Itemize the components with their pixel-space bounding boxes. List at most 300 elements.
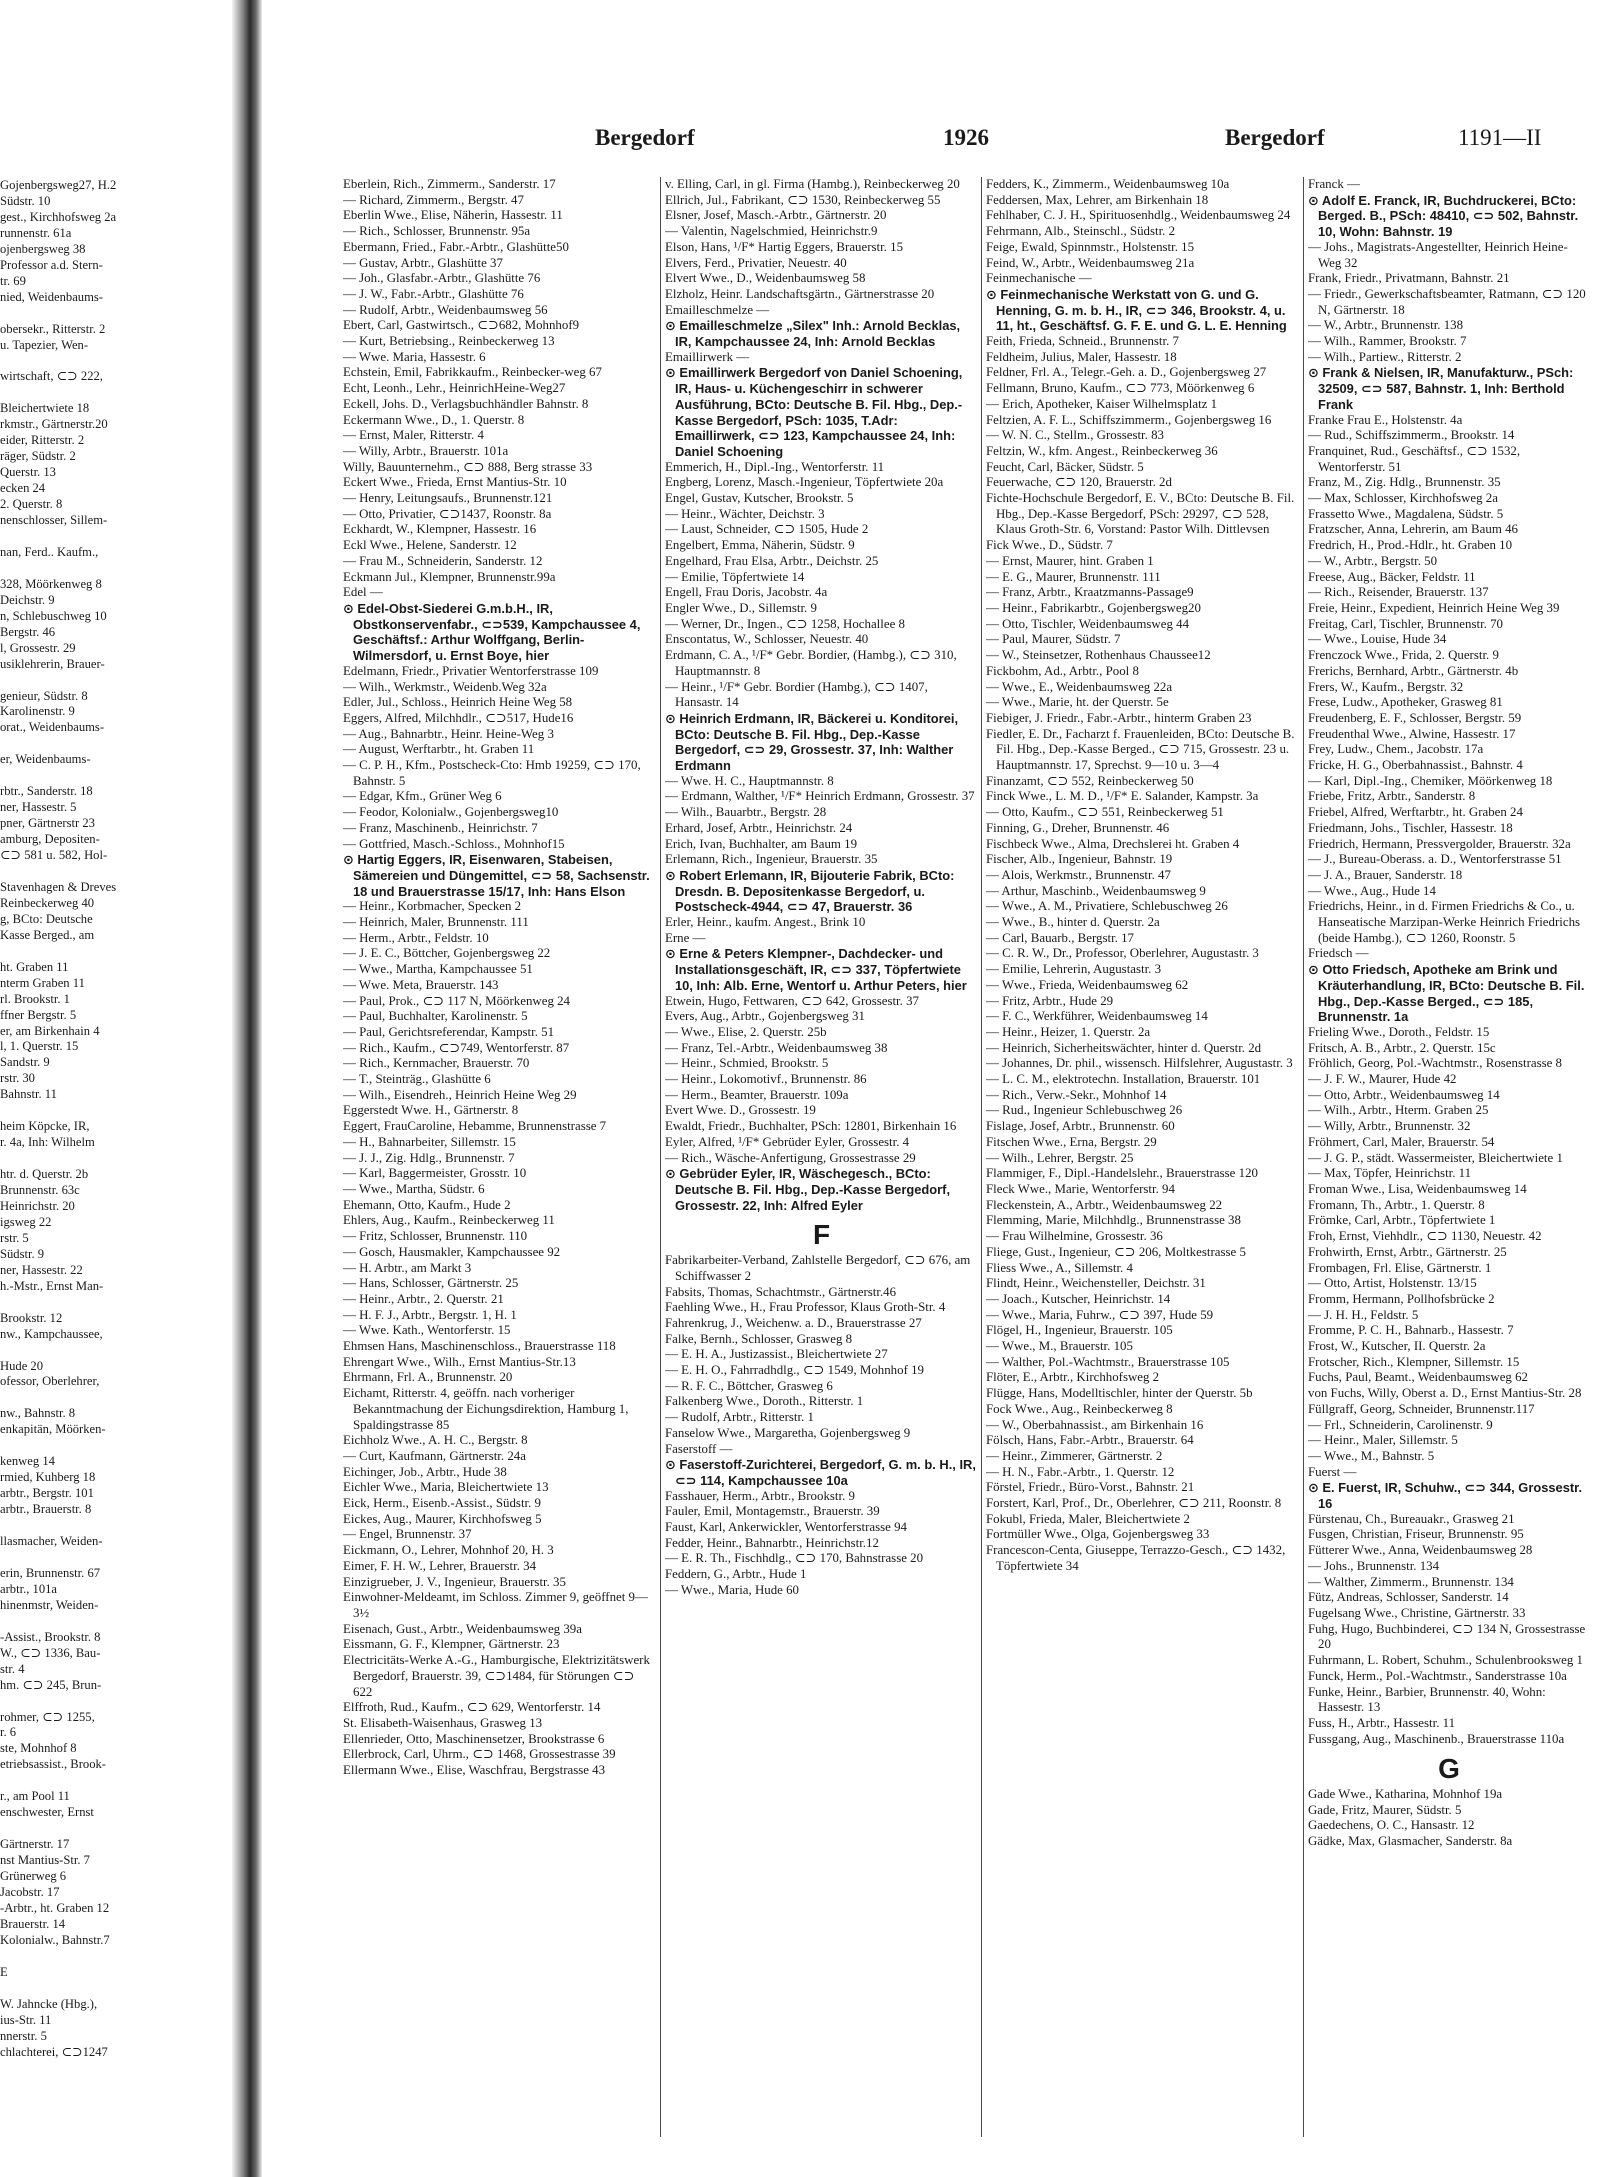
firm-entry: ⊙ Heinrich Erdmann, IR, Bäckerei u. Konditorei, BCto: Deutsche B. Fil. Hbg., Dep.-Kasse Bergedorf, ⊂⊃ 29, Grossestr. 37, Inh: Walther Erdmann	[665, 710, 959, 774]
directory-entry: Fuhg, Hugo, Buchbinderei, ⊂⊃ 134 N, Grossestrasse 20	[1308, 1621, 1586, 1652]
left-fragment-line: nw., Kampchaussee,	[0, 1326, 103, 1341]
directory-entry: — Wwe. Kath., Wentorferstr. 15	[343, 1323, 511, 1338]
firm-entry: ⊙ Robert Erlemann, IR, Bijouterie Fabrik, BCto: Dresdn. B. Depositenkasse Bergedorf, u. Postscheck-4944, ⊂⊃ 47, Brauerstr. 36	[665, 867, 955, 915]
directory-entry: Eberlin Wwe., Elise, Näherin, Hassestr. 11	[343, 208, 563, 223]
directory-entry: Falkenberg Wwe., Doroth., Ritterstr. 1	[665, 1394, 864, 1409]
left-fragment-line: igsweg 22	[0, 1214, 52, 1229]
left-fragment-line: l, 1. Querstr. 15	[0, 1039, 79, 1054]
directory-entry: Fütz, Andreas, Schlosser, Sanderstr. 14	[1308, 1590, 1509, 1605]
left-fragment-line: arbtr., 101a	[0, 1581, 58, 1596]
left-fragment-line	[0, 1438, 228, 1454]
directory-entry: Flindt, Heinr., Weichensteller, Deichstr. 31	[986, 1276, 1206, 1291]
directory-entry: Gaedechens, O. C., Hansastr. 12	[1308, 1818, 1475, 1833]
directory-entry: — Heinrich, Sicherheitswächter, hinter d. Querstr. 2d	[986, 1040, 1262, 1055]
directory-entry: Ehrengart Wwe., Wilh., Ernst Mantius-Str.13	[343, 1354, 576, 1369]
directory-entry: — J. A., Brauer, Sanderstr. 18	[1308, 867, 1463, 882]
directory-entry: — Heinr., Lokomotivf., Brunnenstr. 86	[665, 1072, 867, 1087]
directory-entry: — Heinr., Arbtr., 2. Querstr. 21	[343, 1291, 504, 1306]
left-fragment-line	[0, 1550, 228, 1566]
left-fragment-line: r. 4a, Inh: Wilhelm	[0, 1135, 95, 1150]
directory-entry: — J. G. P., städt. Wassermeister, Bleichertwiete 1	[1308, 1150, 1563, 1165]
directory-entry: — Rich., Reisender, Brauerstr. 137	[1308, 585, 1489, 600]
directory-entry: — C. P. H., Kfm., Postscheck-Cto: Hmb 19259, ⊂⊃ 170, Bahnstr. 5	[343, 758, 641, 788]
directory-entry: Eick, Herm., Eisenb.-Assist., Südstr. 9	[343, 1496, 542, 1511]
directory-entry: Fuchs, Paul, Beamt., Weidenbaumsweg 62	[1308, 1370, 1528, 1385]
directory-entry: Ellermann Wwe., Elise, Waschfrau, Bergstrasse 43	[343, 1763, 606, 1778]
left-fragment-line: rl. Brookstr. 1	[0, 991, 70, 1006]
left-fragment-line: Gojenbergsweg27, H.2	[0, 178, 117, 192]
left-fragment-line: runnenstr. 61a	[0, 225, 72, 240]
directory-entry: Fratzscher, Anna, Lehrerin, am Baum 46	[1308, 522, 1518, 537]
left-fragment-line: ste, Mohnhof 8	[0, 1741, 77, 1756]
directory-entry: — F. C., Werkführer, Weidenbaumsweg 14	[986, 1009, 1208, 1024]
left-fragment-line: Brunnenstr. 63c	[0, 1183, 80, 1198]
directory-entry: — Wilh., Werkmstr., Weidenb.Weg 32a	[343, 679, 547, 694]
header-year: 1926	[943, 125, 989, 150]
left-fragment-line	[0, 385, 228, 401]
directory-entry: — Johs., Brunnenstr. 134	[1308, 1558, 1440, 1573]
directory-entry: — Joach., Kutscher, Heinrichstr. 14	[986, 1291, 1171, 1306]
directory-entry: Feinmechanische —	[986, 271, 1092, 286]
left-fragment-line: arbtr., Brauerstr. 8	[0, 1502, 92, 1517]
left-fragment-line: Grünerweg 6	[0, 1869, 67, 1884]
left-fragment-line: ojenbergsweg 38	[0, 241, 86, 256]
directory-entry: Eberlein, Rich., Zimmerm., Sanderstr. 17	[343, 177, 556, 191]
directory-entry: — Rich., Kernmacher, Brauerstr. 70	[343, 1056, 530, 1071]
directory-entry: Echstein, Emil, Fabrikkaufm., Reinbecker-weg 67	[343, 365, 602, 380]
directory-entry: — Wwe. Maria, Hassestr. 6	[343, 349, 486, 364]
column-rule	[660, 177, 661, 2137]
directory-entry: Eichler Wwe., Maria, Bleichertwiete 13	[343, 1480, 549, 1495]
firm-entry: ⊙ Emailleschmelze „Silex" Inh.: Arnold Becklas, IR, Kampchaussee 24, Inh: Arnold Becklas	[665, 318, 961, 350]
directory-entry: Friebe, Fritz, Arbtr., Sanderstr. 8	[1308, 789, 1476, 804]
directory-entry: Ellenrieder, Otto, Maschinensetzer, Brookstrasse 6	[343, 1731, 605, 1746]
left-fragment-line: l, Grossestr. 29	[0, 640, 76, 655]
left-fragment-line	[0, 1981, 228, 1997]
directory-entry: Engel, Gustav, Kutscher, Brookstr. 5	[665, 491, 854, 506]
directory-entry: — Wwe., M., Bahnstr. 5	[1308, 1448, 1435, 1463]
directory-entry: — Wilh., Lehrer, Bergstr. 25	[986, 1150, 1134, 1165]
directory-entry: Fölsch, Hans, Fabr.-Arbtr., Brauerstr. 64	[986, 1433, 1194, 1448]
directory-entry: — W., Steinsetzer, Rothenhaus Chaussee12	[986, 648, 1211, 663]
directory-entry: Fehrmann, Alb., Steinschl., Südstr. 2	[986, 224, 1176, 239]
left-fragment-line: rohmer, ⊂⊃ 1255,	[0, 1709, 95, 1724]
left-fragment-line: 2. Querstr. 8	[0, 497, 63, 512]
directory-entry: Eggers, Alfred, Milchhdlr., ⊂⊃517, Hude16	[343, 710, 574, 725]
directory-entry: Flügge, Hans, Modelltischler, hinter der Querstr. 5b	[986, 1386, 1253, 1401]
left-fragment-line: Sandstr. 9	[0, 1055, 50, 1070]
directory-entry: — Wwe. Meta, Brauerstr. 143	[343, 977, 499, 992]
left-fragment-line: n, Schlebuschweg 10	[0, 608, 107, 623]
left-fragment-line	[0, 561, 228, 577]
directory-entry: — Wwe., M., Brauerstr. 105	[986, 1339, 1133, 1354]
directory-entry: — Otto, Privatier, ⊂⊃1437, Roonstr. 8a	[343, 506, 552, 521]
directory-entry: Fortmüller Wwe., Olga, Gojenbergsweg 33	[986, 1527, 1210, 1542]
directory-entry: Friedrichs, Heinr., in d. Firmen Friedrichs & Co., u. Hanseatische Marzipan-Werke Heinrich Friedrichs (beide Hambg.), ⊂⊃ 1260, Roonstr. 5	[1308, 899, 1581, 945]
directory-entry: von Fuchs, Willy, Oberst a. D., Ernst Mantius-Str. 28	[1308, 1386, 1582, 1401]
directory-entry: — C. R. W., Dr., Professor, Oberlehrer, Augustastr. 3	[986, 946, 1259, 961]
directory-entry: Elson, Hans, ¹/F* Hartig Eggers, Brauerstr. 15	[665, 239, 904, 254]
directory-entry: Willy, Bauunternehm., ⊂⊃ 888, Berg strasse 33	[343, 459, 593, 474]
directory-entry: — Franz, Maschinenb., Heinrichstr. 7	[343, 820, 538, 835]
directory-entry: — Rich., Wäsche-Anfertigung, Grossestrasse 29	[665, 1150, 916, 1165]
directory-entry: Feldheim, Julius, Maler, Hassestr. 18	[986, 349, 1177, 364]
left-fragment-line: ofessor, Oberlehrer,	[0, 1374, 100, 1389]
directory-entry: Elvers, Ferd., Privatier, Neuestr. 40	[665, 255, 847, 270]
directory-entry: Fuerst —	[1308, 1464, 1357, 1479]
directory-entry: Gade Wwe., Katharina, Mohnhof 19a	[1308, 1787, 1503, 1802]
directory-entry: — Heinr., Zimmerer, Gärtnerstr. 2	[986, 1448, 1163, 1463]
directory-entry: — Frl., Schneiderin, Carolinenstr. 9	[1308, 1417, 1493, 1432]
directory-entry: Fiedler, E. Dr., Facharzt f. Frauenleiden, BCto: Deutsche B. Fil. Hbg., Dep.-Kasse Berged., ⊂⊃ 715, Grossestr. 23 u. Hauptmannstr. 17, Sprechst. 9—10 u. 3—4	[986, 726, 1295, 773]
directory-entry: — Gosch, Hausmakler, Kampchaussee 92	[343, 1244, 561, 1259]
left-fragment-line: Kasse Berged., am	[0, 927, 95, 942]
left-fragment-line: Hude 20	[0, 1358, 44, 1373]
left-fragment-line: räger, Südstr. 2	[0, 449, 76, 464]
directory-entry: Frohwirth, Ernst, Arbtr., Gärtnerstr. 25	[1308, 1244, 1507, 1259]
left-fragment-line: llasmacher, Weiden-	[0, 1534, 103, 1549]
directory-entry: — Paul, Prok., ⊂⊃ 117 N, Möörkenweg 24	[343, 993, 571, 1008]
left-fragment-line: W. Jahncke (Hbg.),	[0, 1996, 98, 2011]
directory-entry: — Heinr., Fabrikarbtr., Gojenbergsweg20	[986, 600, 1201, 615]
directory-entry: — Henry, Leitungsaufs., Brunnenstr.121	[343, 491, 553, 506]
left-fragment-line: Brookstr. 12	[0, 1310, 63, 1325]
directory-entry: — Aug., Bahnarbtr., Heinr. Heine-Weg 3	[343, 726, 554, 741]
left-fragment-line: rstr. 30	[0, 1071, 35, 1086]
left-fragment-line: hm. ⊂⊃ 245, Brun-	[0, 1677, 102, 1692]
directory-entry: — Paul, Maurer, Südstr. 7	[986, 632, 1121, 647]
directory-entry: — Wwe., Maria, Fuhrw., ⊂⊃ 397, Hude 59	[986, 1307, 1214, 1322]
left-fragment-line: Südstr. 9	[0, 1246, 45, 1261]
directory-entry: Eggerstedt Wwe. H., Gärtnerstr. 8	[343, 1103, 519, 1118]
page-header	[275, 95, 1590, 165]
directory-entry: — Frau Wilhelmine, Grossestr. 36	[986, 1229, 1163, 1244]
directory-entry: — Rud., Ingenieur Schlebuschweg 26	[986, 1103, 1183, 1118]
left-fragment-line: ner, Hassestr. 22	[0, 1262, 83, 1277]
left-fragment-line: rbtr., Sanderstr. 18	[0, 784, 93, 799]
directory-entry: Gädke, Max, Glasmacher, Sanderstr. 8a	[1308, 1834, 1513, 1849]
left-fragment-line: amburg, Depositen-	[0, 832, 100, 847]
directory-entry: v. Elling, Carl, in gl. Firma (Hambg.), Reinbeckerweg 20	[665, 177, 960, 191]
directory-entry: Friedrich, Hermann, Pressvergolder, Brauerstr. 32a	[1308, 836, 1571, 851]
directory-entry: — Wwe., Elise, 2. Querstr. 25b	[665, 1024, 827, 1039]
left-fragment-line: wirtschaft, ⊂⊃ 222,	[0, 369, 103, 384]
directory-entry: — Wwe., A. M., Privatiere, Schlebuschweg 26	[986, 899, 1228, 914]
directory-entry: — Valentin, Nagelschmied, Heinrichstr.9	[665, 224, 878, 239]
directory-entry: Frombagen, Frl. Elise, Gärtnerstr. 1	[1308, 1260, 1492, 1275]
directory-entry: — Max, Töpfer, Heinrichstr. 11	[1308, 1166, 1472, 1181]
left-fragment-line	[0, 768, 228, 784]
directory-column-3	[986, 177, 1299, 2137]
directory-entry: Frers, W., Kaufm., Bergstr. 32	[1308, 679, 1464, 694]
left-fragment-line: Jacobstr. 17	[0, 1884, 60, 1899]
left-fragment-line: gest., Kirchhofsweg 2a	[0, 209, 117, 224]
directory-entry: Förstel, Friedr., Büro-Vorst., Bahnstr. 21	[986, 1480, 1195, 1495]
directory-column-2	[665, 177, 978, 2137]
directory-entry: Fuhrmann, L. Robert, Schuhm., Schulenbrooksweg 1	[1308, 1653, 1583, 1668]
directory-entry: Eickmann, O., Lehrer, Mohnhof 20, H. 3	[343, 1543, 554, 1558]
directory-entry: Füllgraff, Georg, Schneider, Brunnenstr.117	[1308, 1401, 1535, 1416]
directory-entry: Elsner, Josef, Masch.-Arbtr., Gärtnerstr. 20	[665, 208, 887, 223]
left-fragment-line	[0, 1518, 228, 1534]
firm-entry: ⊙ Edel-Obst-Siederei G.m.b.H., IR, Obstkonservenfabr., ⊂⊃539, Kampchaussee 4, Geschäftsf.: Arthur Wolffgang, Berlin-Wilmersdorf, u. Ernst Boye, hier	[343, 600, 641, 664]
directory-entry: — Rudolf, Arbtr., Ritterstr. 1	[665, 1410, 814, 1425]
left-fragment-line	[0, 944, 228, 960]
directory-entry: Edelmann, Friedr., Privatier Wentorferstrasse 109	[343, 663, 599, 678]
directory-entry: — H. F. J., Arbtr., Bergstr. 1, H. 1	[343, 1307, 517, 1322]
left-fragment-line: Deichstr. 9	[0, 592, 55, 607]
left-fragment-line	[0, 529, 228, 545]
directory-entry: — Hans, Schlosser, Gärtnerstr. 25	[343, 1276, 519, 1291]
directory-entry: — Ernst, Maler, Ritterstr. 4	[343, 428, 484, 443]
left-fragment-line: Heinrichstr. 20	[0, 1199, 75, 1213]
directory-entry: Fröhlich, Georg, Pol.-Wachtmstr., Rosenstrasse 8	[1308, 1056, 1563, 1071]
directory-entry: — J. F. W., Maurer, Hude 42	[1308, 1072, 1457, 1087]
directory-entry: — Karl, Baggermeister, Grosstr. 10	[343, 1166, 527, 1181]
column-rule	[981, 177, 982, 2137]
directory-entry: Feuerwache, ⊂⊃ 120, Brauerstr. 2d	[986, 475, 1172, 490]
directory-entry: Enscontatus, W., Schlosser, Neuestr. 40	[665, 632, 869, 647]
directory-entry: Flammiger, F., Dipl.-Handelslehr., Brauerstrasse 120	[986, 1166, 1258, 1181]
directory-entry: Frank, Friedr., Privatmann, Bahnstr. 21	[1308, 271, 1510, 286]
left-fragment-line: u. Tapezier, Wen-	[0, 337, 89, 352]
directory-entry: — Franz, Tel.-Arbtr., Weidenbaumsweg 38	[665, 1040, 888, 1055]
directory-entry: — Wwe. H. C., Hauptmannstr. 8	[665, 773, 834, 788]
directory-entry: — Laust, Schneider, ⊂⊃ 1505, Hude 2	[665, 522, 869, 537]
directory-entry: — Richard, Zimmerm., Bergstr. 47	[343, 192, 524, 207]
directory-entry: — Carl, Bauarb., Bergstr. 17	[986, 930, 1134, 945]
left-fragment-line: Kolonialw., Bahnstr.7	[0, 1932, 110, 1947]
directory-entry: Fredrich, H., Prod.-Hdlr., ht. Graben 10	[1308, 538, 1513, 553]
directory-entry: Ehlers, Aug., Kaufm., Reinbeckerweg 11	[343, 1213, 555, 1228]
directory-entry: Erhard, Josef, Arbtr., Heinrichstr. 24	[665, 820, 853, 835]
left-fragment-line: h.-Mstr., Ernst Man-	[0, 1278, 104, 1293]
directory-entry: Eichamt, Ritterstr. 4, geöffn. nach vorheriger Bekanntmachung der Eichungsdirektion, Hamburg 1, Spaldingstrasse 85	[343, 1386, 629, 1432]
left-fragment-line	[0, 1949, 228, 1965]
directory-entry: — J., Bureau-Oberass. a. D., Wentorferstrasse 51	[1308, 852, 1562, 867]
directory-entry: Eckermann Wwe., D., 1. Querstr. 8	[343, 412, 525, 427]
directory-entry: — Walther, Zimmerm., Brunnenstr. 134	[1308, 1574, 1514, 1589]
left-fragment-line: rkmstr., Gärtnerstr.20	[0, 417, 108, 432]
directory-entry: Faserstoff —	[665, 1441, 733, 1456]
left-fragment-line: rstr. 5	[0, 1230, 29, 1245]
left-fragment-line: nterm Graben 11	[0, 975, 85, 990]
directory-entry: Fickbohm, Ad., Arbtr., Pool 8	[986, 663, 1139, 678]
directory-entry: Fugelsang Wwe., Christine, Gärtnerstr. 33	[1308, 1605, 1526, 1620]
directory-entry: Engell, Frau Doris, Jacobstr. 4a	[665, 585, 828, 600]
directory-entry: Feltzien, A. F. L., Schiffszimmerm., Gojenbergsweg 16	[986, 412, 1272, 427]
directory-entry: — Wilh., Rammer, Brookstr. 7	[1308, 334, 1467, 349]
left-fragment-line: Gärtnerstr. 17	[0, 1837, 70, 1852]
directory-entry: Einwohner-Meldeamt, im Schloss. Zimmer 9, geöffnet 9—3½	[343, 1590, 648, 1620]
left-fragment-line: enkapitän, Möörken-	[0, 1422, 106, 1437]
directory-entry: — Otto, Tischler, Weidenbaumsweg 44	[986, 616, 1190, 631]
left-fragment-line: r. 6	[0, 1725, 17, 1740]
header-place-left: Bergedorf	[595, 125, 695, 150]
directory-entry: Frassetto Wwe., Magdalena, Südstr. 5	[1308, 506, 1504, 521]
directory-entry: — E. G., Maurer, Brunnenstr. 111	[986, 569, 1161, 584]
directory-entry: Frerichs, Bernhard, Arbtr., Gärtnerstr. 4b	[1308, 663, 1519, 678]
directory-entry: — J. E. C., Böttcher, Gojenbergsweg 22	[343, 946, 551, 961]
directory-entry: — Johannes, Dr. phil., wissensch. Hilfslehrer, Augustastr. 3	[986, 1056, 1293, 1071]
directory-entry: Freudenthal Wwe., Alwine, Hassestr. 17	[1308, 726, 1516, 741]
directory-entry: Frömke, Carl, Arbtr., Töpfertwiete 1	[1308, 1213, 1496, 1228]
firm-entry: ⊙ Feinmechanische Werkstatt von G. und G. Henning, G. m. b. H., IR, ⊂⊃ 346, Brookstr. 4, u. 11, ht., Geschäftsf. G. F. E. und G. L. E. Henning	[986, 286, 1287, 334]
directory-entry: Faehling Wwe., H., Frau Professor, Klaus Groth-Str. 4	[665, 1300, 946, 1315]
left-fragment-line: -Assist., Brookstr. 8	[0, 1629, 101, 1644]
left-fragment-line: Reinbeckerweg 40	[0, 895, 95, 910]
directory-entry: — E. H. A., Justizassist., Bleichertwiete 27	[665, 1347, 888, 1362]
directory-entry: — Rud., Schiffszimmerm., Brookstr. 14	[1308, 428, 1515, 443]
directory-entry: — Franz, Arbtr., Kraatzmanns-Passage9	[986, 585, 1194, 600]
directory-entry: Eissmann, G. F., Klempner, Gärtnerstr. 23	[343, 1637, 560, 1652]
directory-entry: Feige, Ewald, Spinnmstr., Holstenstr. 15	[986, 239, 1195, 254]
directory-entry: — Max, Schlosser, Kirchhofsweg 2a	[1308, 491, 1498, 506]
directory-entry: Emailleschmelze —	[665, 302, 770, 317]
directory-entry: — Heinr., Wächter, Deichstr. 3	[665, 506, 825, 521]
left-fragment-line: hinenmstr, Weiden-	[0, 1597, 99, 1612]
header-place-right: Bergedorf	[1225, 125, 1325, 150]
directory-entry: — J. W., Fabr.-Arbtr., Glashütte 76	[343, 286, 524, 301]
left-fragment-line: ius-Str. 11	[0, 2012, 52, 2027]
directory-entry: — Wwe., Martha, Südstr. 6	[343, 1182, 485, 1196]
left-fragment-line: nst Mantius-Str. 7	[0, 1853, 90, 1868]
directory-entry: Francescon-Centa, Giuseppe, Terrazzo-Gesch., ⊂⊃ 1432, Töpfertwiete 34	[986, 1543, 1286, 1573]
left-fragment-line: enschwester, Ernst	[0, 1805, 94, 1820]
directory-entry: Engberg, Lorenz, Masch.-Ingenieur, Töpfertwiete 20a	[665, 475, 944, 490]
left-fragment-line: ecken 24	[0, 481, 46, 496]
directory-entry: — August, Werftarbtr., ht. Graben 11	[343, 742, 535, 757]
directory-entry: — Wilh., Bauarbtr., Bergstr. 28	[665, 805, 827, 820]
directory-entry: — Werner, Dr., Ingen., ⊂⊃ 1258, Hochallee 8	[665, 616, 905, 631]
directory-entry: Eisenach, Gust., Arbtr., Weidenbaumsweg 39a	[343, 1621, 582, 1636]
directory-entry: — Heinr., Maler, Sillemstr. 5	[1308, 1433, 1458, 1448]
directory-entry: Eckell, Johs. D., Verlagsbuchhändler Bahnstr. 8	[343, 396, 589, 411]
directory-entry: — Alois, Werkmstr., Brunnenstr. 47	[986, 867, 1171, 882]
directory-entry: Feddersen, Max, Lehrer, am Birkenhain 18	[986, 192, 1209, 207]
left-fragment-line: W., ⊂⊃ 1336, Bau-	[0, 1645, 101, 1660]
directory-entry: Freitag, Carl, Tischler, Brunnenstr. 70	[1308, 616, 1503, 631]
directory-entry: Echt, Leonh., Lehr., HeinrichHeine-Weg27	[343, 381, 566, 396]
left-fragment-line: erin, Brunnenstr. 67	[0, 1565, 101, 1580]
directory-entry: Freese, Aug., Bäcker, Feldstr. 11	[1308, 569, 1476, 584]
directory-entry: Ehrmann, Frl. A., Brunnenstr. 20	[343, 1370, 513, 1385]
left-fragment-line	[0, 1390, 228, 1406]
directory-entry: Engelbert, Emma, Näherin, Südstr. 9	[665, 538, 855, 553]
directory-entry: Eckl Wwe., Helene, Sanderstr. 12	[343, 538, 517, 553]
left-fragment-line: orat., Weidenbaums-	[0, 720, 105, 735]
directory-entry: Frieling Wwe., Doroth., Feldstr. 15	[1308, 1024, 1490, 1039]
directory-entry: — Rich., Kaufm., ⊂⊃749, Wentorferstr. 87	[343, 1040, 570, 1055]
directory-entry: Friebel, Alfred, Werftarbtr., ht. Graben 24	[1308, 805, 1523, 820]
left-fragment-line: Brauerstr. 14	[0, 1916, 66, 1931]
directory-entry: Ellerbrock, Carl, Uhrm., ⊂⊃ 1468, Grossestrasse 39	[343, 1747, 616, 1762]
directory-entry: Eckmann Jul., Klempner, Brunnenstr.99a	[343, 569, 556, 584]
directory-entry: Fislage, Josef, Arbtr., Brunnenstr. 60	[986, 1119, 1175, 1134]
directory-entry: — Heinr., Schmied, Brookstr. 5	[665, 1056, 829, 1071]
directory-entry: Fitschen Wwe., Erna, Bergstr. 29	[986, 1134, 1157, 1149]
directory-entry: — Heinr., ¹/F* Gebr. Bordier (Hambg.), ⊂⊃ 1407, Hansastr. 14	[665, 679, 928, 710]
firm-entry: ⊙ Erne & Peters Klempner-, Dachdecker- und Installationsgeschäft, IR, ⊂⊃ 337, Töpfertwiete 10, Inh: Alb. Erne, Wentorf u. Arthur Peters, hier	[665, 946, 967, 993]
left-fragment-line: genieur, Südstr. 8	[0, 688, 88, 703]
firm-entry: ⊙ Otto Friedsch, Apotheke am Brink und Kräuterhandlung, IR, BCto: Deutsche B. Fil. Hbg., Dep.-Kasse Berged., ⊂⊃ 185, Brunnenstr. 1a	[1308, 962, 1585, 1025]
left-fragment-line: pner, Gärtnerstr 23	[0, 816, 95, 831]
directory-entry: — Heinr., Heizer, 1. Querstr. 2a	[986, 1024, 1151, 1039]
directory-entry: Fedder, Heinr., Bahnarbtr., Heinrichstr.12	[665, 1535, 879, 1550]
left-fragment-line	[0, 306, 228, 322]
directory-entry: Froh, Ernst, Viehhdlr., ⊂⊃ 1130, Neuestr. 42	[1308, 1229, 1542, 1244]
directory-entry: Friedmann, Johs., Tischler, Hassestr. 18	[1308, 820, 1513, 835]
directory-entry: Evers, Aug., Arbtr., Gojenbergsweg 31	[665, 1009, 865, 1024]
directory-entry: Flögel, H., Ingenieur, Brauerstr. 105	[986, 1323, 1173, 1338]
directory-entry: — Willy, Arbtr., Brunnenstr. 32	[1308, 1119, 1471, 1134]
left-fragment-line: Bergstr. 46	[0, 624, 56, 639]
directory-entry: Fabrikarbeiter-Verband, Zahlstelle Bergedorf, ⊂⊃ 676, am Schiffwasser 2	[665, 1253, 971, 1283]
directory-entry: St. Elisabeth-Waisenhaus, Grasweg 13	[343, 1715, 543, 1730]
left-fragment-line: Querstr. 13	[0, 465, 56, 480]
directory-entry: — Paul, Buchhalter, Karolinenstr. 5	[343, 1009, 528, 1024]
directory-entry: Eickes, Aug., Maurer, Kirchhofsweg 5	[343, 1511, 542, 1526]
directory-entry: Fehlhaber, C. J. H., Spirituosenhdlg., Weidenbaumsweg 24	[986, 208, 1291, 223]
left-fragment-line: ⊂⊃ 581 u. 582, Hol-	[0, 848, 108, 863]
directory-entry: Ellrich, Jul., Fabrikant, ⊂⊃ 1530, Reinbeckerweg 55	[665, 192, 941, 207]
directory-entry: Fromm, Hermann, Pollhofsbrücke 2	[1308, 1291, 1495, 1306]
directory-entry: Fütterer Wwe., Anna, Weidenbaumsweg 28	[1308, 1543, 1533, 1558]
directory-entry: — Erich, Apotheker, Kaiser Wilhelmsplatz 1	[986, 396, 1218, 411]
firm-entry: ⊙ Adolf E. Franck, IR, Buchdruckerei, BCto: Berged. B., PSch: 48410, ⊂⊃ 502, Bahnstr. 10, Wohn: Bahnstr. 19	[1308, 192, 1579, 240]
directory-entry: Forstert, Karl, Prof., Dr., Oberlehrer, ⊂⊃ 211, Roonstr. 8	[986, 1496, 1282, 1511]
directory-entry: Fritsch, A. B., Arbtr., 2. Querstr. 15c	[1308, 1040, 1496, 1055]
directory-entry: — L. C. M., elektrotechn. Installation, Brauerstr. 101	[986, 1072, 1261, 1087]
directory-column-1	[343, 177, 656, 2137]
directory-entry: Falke, Bernh., Schlosser, Grasweg 8	[665, 1331, 853, 1346]
directory-entry: Erlemann, Rich., Ingenieur, Brauerstr. 35	[665, 852, 878, 867]
directory-entry: Eckhardt, W., Klempner, Hassestr. 16	[343, 522, 537, 537]
section-letter: F	[812, 1219, 831, 1251]
left-fragment-line	[0, 673, 228, 689]
directory-entry: — Friedr., Gewerkschaftsbeamter, Ratmann, ⊂⊃ 120 N, Gärtnerstr. 18	[1308, 286, 1586, 317]
left-fragment-line: heim Köpcke, IR,	[0, 1119, 90, 1134]
directory-entry: Feltzin, W., kfm. Angest., Reinbeckerweg 36	[986, 443, 1218, 458]
firm-entry: ⊙ Faserstoff-Zurichterei, Bergedorf, G. m. b. H., IR, ⊂⊃ 114, Kampchaussee 10a	[665, 1457, 976, 1488]
directory-entry: Elvert Wwe., D., Weidenbaumsweg 58	[665, 271, 866, 286]
directory-entry: — Emilie, Lehrerin, Augustastr. 3	[986, 962, 1162, 977]
directory-entry: Erdmann, C. A., ¹/F* Gebr. Bordier, (Hambg.), ⊂⊃ 310, Hauptmannstr. 8	[665, 648, 957, 678]
directory-entry: Fröhmert, Carl, Maler, Brauerstr. 54	[1308, 1134, 1495, 1149]
directory-entry: — Edgar, Kfm., Grüner Weg 6	[343, 789, 502, 804]
directory-entry: Franck —	[1308, 177, 1360, 191]
directory-entry: Ebert, Carl, Gastwirtsch., ⊂⊃682, Mohnhof9	[343, 318, 580, 333]
directory-entry: Franke Frau E., Holstenstr. 4a	[1308, 412, 1463, 427]
directory-column-4	[1308, 177, 1590, 2137]
left-fragment-line	[0, 864, 228, 880]
directory-entry: Eyler, Alfred, ¹/F* Gebrüder Eyler, Grossestr. 4	[665, 1134, 910, 1149]
left-fragment-line	[0, 1773, 228, 1789]
directory-entry: Funck, Herm., Pol.-Wachtmstr., Sanderstrasse 10a	[1308, 1668, 1567, 1683]
directory-entry: Freie, Heinr., Expedient, Heinrich Heine Weg 39	[1308, 600, 1560, 615]
directory-entry: Fussgang, Aug., Maschinenb., Brauerstrasse 110a	[1308, 1731, 1565, 1746]
left-fragment-line: etriebsassist., Brook-	[0, 1757, 106, 1772]
directory-entry: Fock Wwe., Aug., Reinbeckerweg 8	[986, 1401, 1173, 1416]
left-fragment-line: chlachterei, ⊂⊃1247	[0, 2044, 108, 2059]
directory-entry: Emaillirwerk —	[665, 349, 750, 364]
directory-entry: — E. R. Th., Fischhdlg., ⊂⊃ 170, Bahnstrasse 20	[665, 1551, 924, 1566]
directory-entry: Fleckenstein, A., Arbtr., Weidenbaumsweg 22	[986, 1197, 1223, 1212]
directory-entry: — T., Steinträg., Glashütte 6	[343, 1072, 491, 1087]
directory-entry: Emmerich, H., Dipl.-Ing., Wentorferstr. 11	[665, 459, 885, 474]
directory-entry: Finck Wwe., L. M. D., ¹/F* E. Salander, Kampstr. 3a	[986, 789, 1259, 804]
directory-page	[275, 95, 1590, 2155]
